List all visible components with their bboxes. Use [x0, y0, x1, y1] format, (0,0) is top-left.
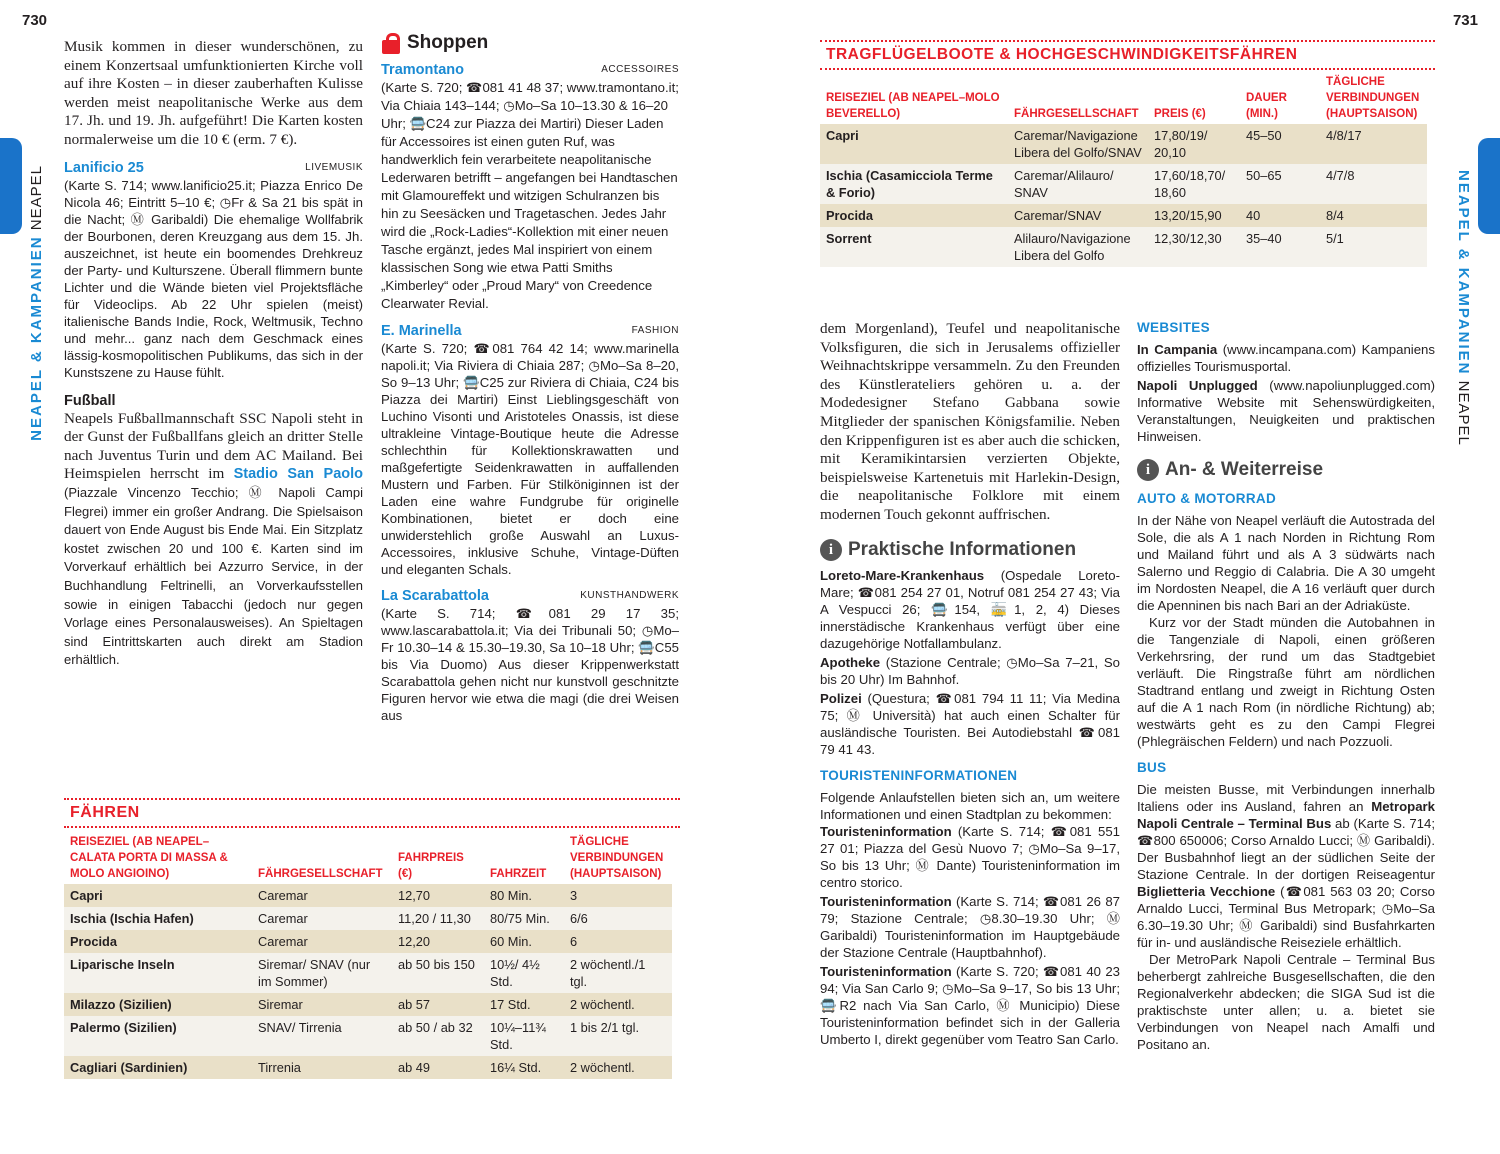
table-cell: 8/4: [1320, 204, 1427, 227]
table-cell: Liparische Inseln: [64, 953, 252, 993]
shop-entry-0: [381, 61, 679, 313]
info-icon: i: [820, 539, 842, 561]
bus-heading: BUS: [1137, 760, 1167, 775]
touristeninfo-intro: Folgende Anlaufstellen bieten sich an, um weitere Informationen und einen Stadtplan zu bekommen:: [820, 789, 1120, 822]
page-number-left: 730: [22, 12, 48, 29]
info-entry-name: Polizei: [820, 690, 862, 706]
table-cell: 35–40: [1240, 227, 1320, 267]
table-cell: 2 wöchentl.: [564, 1056, 672, 1079]
info-entry-name: Touristeninformation: [820, 963, 952, 979]
faehren-box: [64, 798, 680, 1079]
side-tab-left: [0, 138, 22, 234]
bus-terminal-name: Metropark Napoli Centrale – Terminal Bus: [1137, 799, 1435, 831]
table-cell: 13,20/15,90: [1148, 204, 1240, 227]
tragfluegel-title: TRAGFLÜGELBOOTE & HOCHGESCHWINDIGKEITSFÄHREN: [826, 46, 1298, 63]
table-cell: 10¼–11¾ Std.: [484, 1016, 564, 1056]
table-row: [820, 164, 1427, 204]
table-cell: 2 wöchentl./1 tgl.: [564, 953, 672, 993]
table-cell: 4/7/8: [1320, 164, 1427, 204]
auto-paragraph-2: Kurz vor der Stadt münden die Autobahnen in die Tangenziale di Napoli, einen größeren Verkehrsring, der rund um das Stadtgebiet verläuft. Die Ringstraße führt am nördlichen Stadtrand entlang und zweigt in Richtung Osten auf die A 1 nach Rom (in nördliche Richtung) ab; westwärts geht es zu den Campi Flegrei (Phlegräischen Feldern) und nach Pozzuoli.: [1137, 615, 1435, 749]
col-header: TÄGLICHE VERBINDUNGEN (HAUPTSAISON): [1326, 76, 1420, 120]
touristeninfo-heading: TOURISTENINFORMATIONEN: [820, 767, 1018, 783]
col-header: REISEZIEL (AB NEAPEL–MOLO BEVERELLO): [826, 92, 1000, 120]
auto-heading: AUTO & MOTORRAD: [1137, 491, 1276, 506]
info-entry-name: Touristeninformation: [820, 893, 952, 909]
shop-type: ACCESSOIRES: [601, 64, 679, 75]
table-cell: 50–65: [1240, 164, 1320, 204]
table-cell: Caremar: [252, 930, 392, 953]
info-entry-text: (www.napoliunplugged.com) Informative Website mit Sehenswürdigkeiten, Veranstaltungen, Neuigkeiten und praktischen Hinweisen.: [1137, 378, 1435, 444]
shop-type: FASHION: [631, 325, 679, 336]
side-label-left: [28, 165, 45, 441]
col-header: PREIS (€): [1154, 108, 1206, 120]
table-cell: 45–50: [1240, 124, 1320, 164]
table-row: [64, 1056, 672, 1079]
col-header: FAHRPREIS (€): [398, 852, 464, 880]
table-cell: 11,20 / 11,30: [392, 907, 484, 930]
info-entry-name: Apotheke: [820, 654, 881, 670]
table-row: [64, 1016, 672, 1056]
shopping-bag-icon: [381, 32, 401, 54]
table-cell: Milazzo (Sizilien): [64, 993, 252, 1016]
fussball-text-2: (Piazzale Vincenzo Tecchio; Ⓜ Napoli Campi Flegrei) immer ein großer Andrang. Die Spielsaison dauert von Ende August bis Ende Mai. Ein Sitzplatz kostet zwischen 20 und 100 €. Karten sind im Vorverkauf erhältlich bei Azzurro Service, in der Buchhandlung Feltrinelli, an Vorverkaufsstellen sowie in einigen Tabacchi (jedoch nur gegen Vorlage eines Personalausweises). An Spieltagen sind Eintrittskarten auch direkt am Stadion erhältlich.: [64, 484, 363, 668]
info-entry: [820, 690, 1120, 758]
stadio-name: Stadio San Paolo: [233, 466, 363, 483]
table-cell: 80/75 Min.: [484, 907, 564, 930]
table-cell: Tirrenia: [252, 1056, 392, 1079]
col-header: FÄHRGESELLSCHAFT: [258, 868, 383, 880]
tragfluegel-box: [820, 40, 1435, 267]
table-cell: SNAV/ Tirrenia: [252, 1016, 392, 1056]
table-cell: 4/8/17: [1320, 124, 1427, 164]
venue-name: Lanificio 25: [64, 159, 144, 176]
table-cell: 17,60/18,70/ 18,60: [1148, 164, 1240, 204]
tragfluegel-title-rule: [820, 68, 1435, 70]
table-row: [820, 204, 1427, 227]
table-cell: 80 Min.: [484, 884, 564, 907]
shop-name: La Scarabattola: [381, 588, 489, 604]
table-cell: 40: [1240, 204, 1320, 227]
table-cell: Caremar/SNAV: [1008, 204, 1148, 227]
intro-paragraph: Musik kommen in dieser wunderschönen, zu einem Konzertsaal umfunktionierten Kirche voll auf ihre Kosten – in dieser zauberhaften Kulisse werden meist neapolitanische Werke aus dem 17. Jh. und 19. Jh. aufgeführt! Die Karten kosten normalerweise um die 10 € (erm. 7 €).: [64, 38, 363, 148]
info-icon: i: [1137, 459, 1159, 481]
side-label-right: [1455, 170, 1472, 446]
table-cell: Ischia (Ischia Hafen): [64, 907, 252, 930]
shop-entry-1: [381, 322, 679, 578]
col-header: DAUER (MIN.): [1246, 92, 1287, 120]
tragfluegel-table: [820, 74, 1427, 267]
praktische-heading: [820, 539, 1120, 561]
shop-text: (Karte S. 720; ☎081 41 48 37; www.tramontano.it; Via Chiaia 143–144; ◷Mo–Sa 10–13.30 & 16–20 Uhr; 🚍C24 zur Piazza dei Martiri) Dieser Laden für Accessoires ist einen guten Ruf, was handwerklich fein verarbeitete neapolitanische Lederwaren betrifft – angefangen bei Handtaschen mit Glamoureffekt und witzigen Schulranzen bis hin zu Seesäcken und Tragetaschen. Jedes Jahr wird die „Rock-Ladies“-Kollektion mit einer neuen Tasche ergänzt, jedes Mal inspiriert von einem klassischen Song wie etwa Patti Smiths „Kimberley“ oder „Proud Mary“ von Creedence Clearwater Revial.: [381, 80, 679, 311]
table-cell: ab 57: [392, 993, 484, 1016]
table-cell: Caremar/Alilauro/ SNAV: [1008, 164, 1148, 204]
info-entry: [820, 823, 1120, 891]
col-header: FÄHRGESELLSCHAFT: [1014, 108, 1139, 120]
side-tab-right: [1478, 138, 1500, 234]
shop-name: E. Marinella: [381, 323, 462, 339]
table-row: [64, 953, 672, 993]
table-cell: Caremar: [252, 907, 392, 930]
col-header: FAHRZEIT: [490, 868, 547, 880]
info-entry-text: (Ospedale Loreto-Mare; ☎081 254 27 01, Notruf 081 254 27 43; Via A Vespucci 26; 🚍154, 🚋1, 2, 4) Dieses innerstädische Krankenhaus verfügt über eine dazugehörige Notfallambulanz.: [820, 567, 1120, 651]
tragfluegel-header-row: [820, 74, 1427, 124]
bus-agency-name: Biglietteria Vecchione: [1137, 884, 1276, 899]
table-row: [820, 227, 1427, 267]
table-cell: Caremar/Navigazione Libera del Golfo/SNAV: [1008, 124, 1148, 164]
praktische-heading-text: Praktische Informationen: [848, 538, 1077, 560]
table-cell: Caremar: [252, 884, 392, 907]
info-entry-name: Napoli Unplugged: [1137, 378, 1258, 393]
bus-text-c: ab (Karte S. 714; ☎800 650006; Corso Arnaldo Lucci; Ⓜ Garibaldi). Der Busbahnhof liegt an der südlichen Seite der Stazione Centrale. In der dortigen Reiseagentur: [1137, 816, 1435, 882]
table-cell: 16¼ Std.: [484, 1056, 564, 1079]
col-header: TÄGLICHE VERBINDUNGEN (HAUPTSAISON): [570, 836, 664, 880]
column-4: [1137, 320, 1435, 1053]
side-label-right-normal: NEAPEL: [1455, 380, 1472, 446]
info-entry: [1137, 377, 1435, 445]
table-cell: 12,30/12,30: [1148, 227, 1240, 267]
table-cell: 12,20: [392, 930, 484, 953]
info-entry: [820, 654, 1120, 688]
krippen-continuation: dem Morgenland), Teufel und neapolitanische Volksfiguren, die sich in Jerusalems offizieller Weihnachtskrippe versammeln. Zu den Freunden des Künstlerateliers gehören u. a. der Modedesigner Stefano Gabbana sowie Mitglieder der spanischen Königsfamilie. Neben den Krippenfiguren ist es aber auch die schicken, mit Keramikintarsien verzierten Objekte, beispielsweise Kartenetuis mit Harlekin-Design, die neapolitanische Folklore mit einem modernen Touch gekonnt auffrischen.: [820, 320, 1120, 523]
shop-name: Tramontano: [381, 62, 464, 78]
table-cell: 60 Min.: [484, 930, 564, 953]
table-cell: Sorrent: [820, 227, 1008, 267]
table-cell: ab 49: [392, 1056, 484, 1079]
websites-heading: WEBSITES: [1137, 320, 1210, 335]
table-row: [64, 993, 672, 1016]
table-cell: 6/6: [564, 907, 672, 930]
table-cell: 2 wöchentl.: [564, 993, 672, 1016]
info-entry-text: (Karte S. 714; ☎081 551 27 01; Piazza del Gesù Nuovo 7; ◷Mo–Sa 9–17, So bis 13 Uhr; Ⓜ Dante) Touristeninformation im centro storico.: [820, 823, 1120, 890]
info-entry-name: Touristeninformation: [820, 823, 952, 839]
table-row: [64, 930, 672, 953]
shop-type: KUNSTHANDWERK: [580, 590, 679, 601]
table-cell: ab 50 / ab 32: [392, 1016, 484, 1056]
table-row: [64, 884, 672, 907]
table-cell: Palermo (Sizilien): [64, 1016, 252, 1056]
faehren-table: [64, 834, 672, 1079]
table-cell: Capri: [64, 884, 252, 907]
table-cell: ab 50 bis 150: [392, 953, 484, 993]
table-cell: 5/1: [1320, 227, 1427, 267]
side-label-left-normal: NEAPEL: [28, 165, 45, 231]
bus-paragraph-1: [1137, 781, 1435, 951]
table-cell: Procida: [64, 930, 252, 953]
column-2: [381, 32, 679, 724]
table-cell: Cagliari (Sardinien): [64, 1056, 252, 1079]
shoppen-heading-text: Shoppen: [407, 32, 489, 53]
auto-paragraph-1: In der Nähe von Neapel verläuft die Autostrada del Sole, die als A 1 nach Norden in Richtung Rom und Mailand führt und als A 3 südwärts nach Salerno und Reggio di Calabria. Die A 30 umgeht im Nordosten Neapel, die A 16 verläuft quer durch die Apenninen bis nach Bari an der Adriaküste.: [1137, 513, 1435, 613]
bus-text-e: (☎081 563 03 20; Corso Arnaldo Lucci, Terminal Bus Metropark; ◷Mo–Sa 6.30–19.30 Uhr; Ⓜ Garibaldi) sind Busfahrkarten für in- und ausländische Reiseziele erhältlich.: [1137, 884, 1435, 950]
side-label-right-bold: NEAPEL & KAMPANIEN: [1455, 170, 1472, 376]
bus-paragraph-2: Der MetroPark Napoli Centrale – Terminal Bus beherbergt zahlreiche Busgesellschaften, die den Regionalverkehr abdecken; die SIGA Sud ist die praktischste unter allen; u. a. bietet sie Verbindungen von Neapel nach Amalfi und Positano an.: [1137, 952, 1435, 1052]
info-entry: [820, 963, 1120, 1048]
info-entry-text: (www.incampana.com) Kampaniens offizielles Tourismusportal.: [1137, 342, 1435, 374]
column-3: [820, 320, 1120, 1048]
faehren-title: FÄHREN: [70, 804, 140, 821]
info-entry-text: (Questura; ☎081 794 11 11; Via Medina 75; Ⓜ Università) hat auch einen Schalter für ausländische Touristen. Bei Autodiebstahl ☎081 79 41 43.: [820, 690, 1120, 757]
column-1: [64, 38, 363, 670]
table-row: [64, 907, 672, 930]
venue-type: LIVEMUSIK: [305, 161, 363, 173]
fussball-paragraph: [64, 410, 363, 670]
table-cell: 10½/ 4½ Std.: [484, 953, 564, 993]
faehren-header-row: [64, 834, 672, 884]
col-header: REISEZIEL (AB NEAPEL–CALATA PORTA DI MASSA & MOLO ANGIOINO): [70, 836, 228, 880]
table-cell: Ischia (Casamicciola Terme & Forio): [820, 164, 1008, 204]
info-entry-name: In Campania: [1137, 342, 1218, 357]
page-number-right: 731: [1452, 12, 1478, 29]
anreise-heading-text: An- & Weiterreise: [1165, 459, 1324, 480]
info-entry-text: (Karte S. 714; ☎081 26 87 79; Stazione Centrale; ◷8.30–19.30 Uhr; Ⓜ Garibaldi) Touristeninformation im Hauptgebäude der Stazione Centrale (Hauptbahnhof).: [820, 893, 1120, 960]
table-cell: 17 Std.: [484, 993, 564, 1016]
side-label-left-bold: NEAPEL & KAMPANIEN: [28, 235, 45, 441]
table-cell: Alilauro/Navigazione Libera del Golfo: [1008, 227, 1148, 267]
shoppen-heading: [381, 32, 679, 54]
table-cell: 17,80/19/ 20,10: [1148, 124, 1240, 164]
info-entry-text: (Karte S. 720; ☎081 40 23 94; Via San Carlo 9; ◷Mo–Sa 9–17, So bis 13 Uhr; 🚍R2 nach Via San Carlo, Ⓜ Municipio) Diese Touristeninformation befindet sich in der Galleria Umberto I, direkt gegenüber vom Teatro San Carlo.: [820, 963, 1120, 1047]
table-cell: 12,70: [392, 884, 484, 907]
info-entry: [820, 567, 1120, 652]
fussball-heading: Fußball: [64, 392, 116, 409]
anreise-heading: [1137, 459, 1435, 481]
info-entry-name: Loreto-Mare-Krankenhaus: [820, 567, 985, 583]
venue-lanificio: [64, 159, 363, 381]
venue-text: (Karte S. 714; www.lanificio25.it; Piazza Enrico De Nicola 46; Eintritt 5–10 €; ◷Fr & Sa 21 bis spät in die Nacht; Ⓜ Garibaldi) Die ehemalige Wollfabrik der Bourbonen, deren Kreuzgang aus dem 15. Jh. auszeichnet, ist heute ein boomendes Drehkreuz der Party- und Kulturszene. Überall flimmern bunte Lichter und die Wände bieten viel Projektsfläche für Videoclips. Ab 22 Uhr spielen (meist) italienische Bands Indie, Rock, Weltmusik, Techno und mehr... ganz nach dem Geschmack eines lässig-kosmopolitischen Publikums, das sich in der Kunstszene zu Hause fühlt.: [64, 177, 363, 380]
shop-text: (Karte S. 714; ☎081 29 17 35; www.lascarabattola.it; Via dei Tribunali 50; ◷Mo–Fr 10.30–14 & 15.30–19.30, Sa 10–18 Uhr; 🚍C55 bis Via Duomo) Aus dieser Krippenwerkstatt Scarabattola gehen nicht nur kunstvoll geschnitzte Figuren hervor wie etwa die magi (die drei Weisen aus: [381, 606, 679, 723]
table-cell: 6: [564, 930, 672, 953]
table-cell: Procida: [820, 204, 1008, 227]
info-entry: [1137, 341, 1435, 375]
shop-entry-2: [381, 587, 679, 724]
fussball-text-1: Neapels Fußballmannschaft SSC Napoli steht in der Gunst der Fußballfans gleich an dritter Stelle nach Juventus Turin und dem AC Mailand. Bei Heimspielen herrscht im: [64, 409, 363, 483]
table-cell: 3: [564, 884, 672, 907]
info-entry-text: (Stazione Centrale; ◷Mo–Sa 7–21, So bis 20 Uhr) Im Bahnhof.: [820, 654, 1120, 687]
bus-text-a: Die meisten Busse, mit Verbindungen innerhalb Italiens oder ins Ausland, fahren an: [1137, 782, 1435, 814]
table-cell: Siremar/ SNAV (nur im Sommer): [252, 953, 392, 993]
table-cell: Siremar: [252, 993, 392, 1016]
info-entry: [820, 893, 1120, 961]
shop-text: (Karte S. 720; ☎081 764 42 14; www.marinella napoli.it; Via Riviera di Chiaia 287; ◷Mo–Sa 8–20, So 9–13 Uhr; 🚍C25 zur Riviera di Chiaia, C24 bis Piazza dei Martiri) Einst Lieblingsgeschäft von Luchino Visonti und Aristoteles Onassis, ist diese ultrakleine Vintage-Boutique heute die Adresse schlechthin für Kollektionskrawatten und maßgefertigte Seidenkrawatten in auffallenden Mustern und Farben. Für Stilköniginnen ist der Laden eine wahre Fundgrube für originelle Kombinationen, bietet er doch eine unwiderstehlich große Auswahl an Luxus-Accessoires, inklusive Schuhe, Vintage-Düften und eleganten Schals.: [381, 341, 679, 577]
table-cell: Capri: [820, 124, 1008, 164]
faehren-title-rule: [64, 826, 680, 828]
table-row: [820, 124, 1427, 164]
table-cell: 1 bis 2/1 tgl.: [564, 1016, 672, 1056]
